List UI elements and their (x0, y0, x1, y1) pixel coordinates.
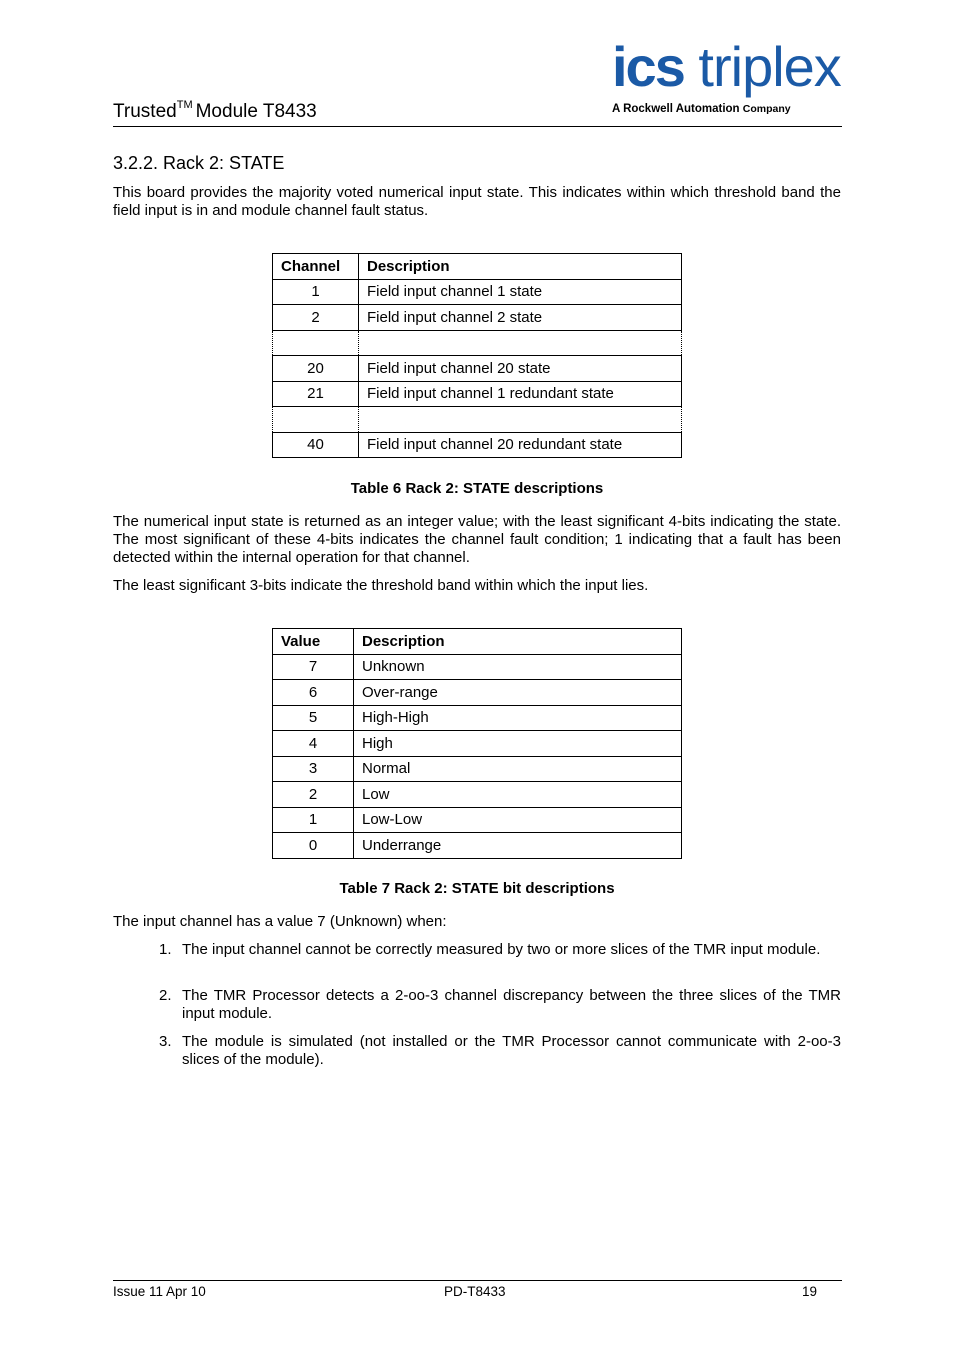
list-text: The input channel cannot be correctly measured by two or more slices of the TMR input module. (182, 941, 821, 958)
list-item (159, 1033, 841, 1069)
list-number: 2. (159, 987, 172, 1004)
logo-ics: ics (612, 35, 684, 98)
table-row (273, 356, 682, 382)
description-cell: Low (354, 782, 682, 808)
value-cell: 6 (273, 680, 354, 706)
intro-paragraph: This board provides the majority voted numerical input state. This indicates within which threshold band the field input is in and module channel fault status. (113, 184, 841, 219)
channel-cell: 2 (273, 305, 359, 331)
table-header-row (273, 629, 682, 655)
list-number: 1. (159, 941, 172, 958)
table-row (273, 731, 682, 757)
description-cell: Field input channel 20 redundant state (359, 432, 682, 458)
channel-cell: 1 (273, 279, 359, 305)
description-cell: Underrange (354, 833, 682, 859)
table-row (273, 654, 682, 680)
list-item (159, 941, 841, 959)
description-cell: Unknown (354, 654, 682, 680)
table-row (273, 279, 682, 305)
logo-tagline (612, 103, 791, 115)
table-row (273, 680, 682, 706)
description-cell: High-High (354, 705, 682, 731)
channel-cell (273, 407, 359, 433)
value-cell: 3 (273, 756, 354, 782)
state-paragraph: The numerical input state is returned as an integer value; with the least significant 4-bits indicating the state. The most significant of these 4-bits indicates the channel fault condition; 1 indicating that a fault has been detected within the internal operation for that channel. (113, 513, 841, 566)
page-number: 19 (802, 1284, 818, 1299)
table-row (273, 381, 682, 407)
description-cell: Low-Low (354, 807, 682, 833)
title-rest: Module T8433 (195, 101, 317, 122)
value-cell: 2 (273, 782, 354, 808)
value-cell: 4 (273, 731, 354, 757)
description-cell (359, 407, 682, 433)
table-6-caption: Table 6 Rack 2: STATE descriptions (350, 480, 604, 497)
description-cell: Normal (354, 756, 682, 782)
description-cell: Field input channel 1 state (359, 279, 682, 305)
logo-tagline-company: Company (742, 103, 791, 115)
table-row (273, 705, 682, 731)
ellipsis-row (273, 407, 682, 433)
description-cell: High (354, 731, 682, 757)
logo-triplex: triplex (698, 35, 841, 98)
table-row (273, 432, 682, 458)
ellipsis-row (273, 330, 682, 356)
state-bit-table (272, 628, 682, 859)
description-cell: Field input channel 1 redundant state (359, 381, 682, 407)
table-row (273, 756, 682, 782)
column-header: Description (359, 254, 682, 280)
section-heading: 3.2.2. Rack 2: STATE (113, 153, 285, 173)
value-cell: 5 (273, 705, 354, 731)
table-header-row (273, 254, 682, 280)
channel-cell: 40 (273, 432, 359, 458)
footer-divider (113, 1280, 842, 1281)
list-item (159, 987, 841, 1023)
description-cell (359, 330, 682, 356)
column-header: Description (354, 629, 682, 655)
table-row (273, 305, 682, 331)
description-cell: Field input channel 2 state (359, 305, 682, 331)
channel-cell: 21 (273, 381, 359, 407)
table-row (273, 782, 682, 808)
table-row (273, 807, 682, 833)
column-header: Value (273, 629, 354, 655)
footer-document-id: PD-T8433 (444, 1284, 506, 1299)
value-cell: 0 (273, 833, 354, 859)
logo-tagline-main: A Rockwell Automation (612, 103, 740, 115)
logo-wordmark (612, 37, 841, 97)
list-text: The TMR Processor detects a 2-oo-3 channel discrepancy between the three slices of the TMR input module. (182, 987, 841, 1022)
channel-cell: 20 (273, 356, 359, 382)
channel-description-table (272, 253, 682, 458)
table-7-caption: Table 7 Rack 2: STATE bit descriptions (339, 880, 615, 897)
description-cell: Field input channel 20 state (359, 356, 682, 382)
title-main: Trusted (113, 101, 177, 122)
footer-issue: Issue 11 Apr 10 (113, 1284, 206, 1299)
channel-cell (273, 330, 359, 356)
unknown-intro: The input channel has a value 7 (Unknown) when: (113, 913, 447, 930)
header-divider (113, 126, 842, 127)
table-row (273, 833, 682, 859)
threshold-paragraph: The least significant 3-bits indicate the threshold band within which the input lies. (113, 577, 649, 594)
value-cell: 1 (273, 807, 354, 833)
description-cell: Over-range (354, 680, 682, 706)
document-title (113, 101, 317, 123)
list-number: 3. (159, 1033, 172, 1050)
list-text: The module is simulated (not installed or the TMR Processor cannot communicate with 2-oo-3 slices of the module). (182, 1033, 841, 1068)
company-logo (612, 35, 844, 120)
column-header: Channel (273, 254, 359, 280)
trademark-sup: TM (176, 99, 193, 111)
value-cell: 7 (273, 654, 354, 680)
